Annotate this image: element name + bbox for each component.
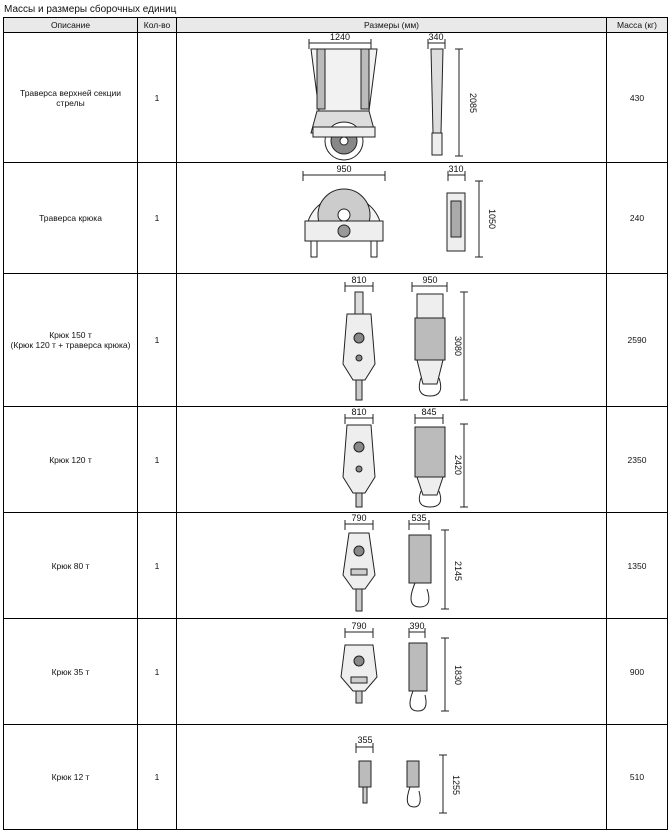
dim-height: 1830: [453, 664, 463, 686]
row-drawing: [177, 163, 607, 274]
dim-depth: 340: [428, 33, 444, 42]
header-description: Описание: [4, 18, 138, 33]
hook-block-12t-drawing: [179, 725, 609, 829]
row-description: Крюк 120 т: [4, 407, 138, 513]
mass-dimensions-table: [3, 17, 668, 830]
dim-height: 1255: [451, 774, 461, 796]
table-row: [4, 725, 668, 830]
row-mass: 240: [607, 163, 668, 274]
table-row: [4, 33, 668, 163]
row-description: Крюк 150 т (Крюк 120 т + траверса крюка): [4, 274, 138, 407]
row-mass: 2350: [607, 407, 668, 513]
dim-height: 3080: [453, 335, 463, 357]
row-drawing: [177, 725, 607, 830]
row-drawing: [177, 274, 607, 407]
row-quantity: 1: [138, 407, 177, 513]
hook-block-35t-drawing: [179, 619, 609, 724]
row-description: Крюк 12 т: [4, 725, 138, 830]
dim-width: 790: [351, 621, 367, 631]
hook-block-150t-drawing: [179, 274, 609, 406]
hook-block-80t-drawing: [179, 513, 609, 618]
dim-depth: 950: [422, 275, 438, 285]
row-description: Траверса крюка: [4, 163, 138, 274]
row-mass: 900: [607, 619, 668, 725]
row-description: Траверса верхней секции стрелы: [4, 33, 138, 163]
row-quantity: 1: [138, 163, 177, 274]
dim-height: 2145: [453, 560, 463, 582]
table-row: [4, 407, 668, 513]
row-mass: 1350: [607, 513, 668, 619]
row-quantity: 1: [138, 33, 177, 163]
row-mass: 430: [607, 33, 668, 163]
row-quantity: 1: [138, 513, 177, 619]
table-header-row: [4, 18, 668, 33]
dim-width: 790: [351, 513, 367, 523]
header-dimensions: Размеры (мм): [177, 18, 607, 33]
row-quantity: 1: [138, 274, 177, 407]
row-quantity: 1: [138, 619, 177, 725]
table-row: [4, 163, 668, 274]
row-drawing: [177, 619, 607, 725]
dim-width: 810: [351, 275, 367, 285]
upper-boom-traverse-drawing: [179, 33, 609, 162]
row-description: Крюк 35 т: [4, 619, 138, 725]
row-drawing: [177, 33, 607, 163]
dim-depth: 845: [421, 407, 437, 417]
dim-width: 355: [357, 735, 373, 745]
dim-width: 950: [336, 164, 352, 174]
row-quantity: 1: [138, 725, 177, 830]
row-description: Крюк 80 т: [4, 513, 138, 619]
header-mass: Масса (кг): [607, 18, 668, 33]
row-mass: 2590: [607, 274, 668, 407]
hook-traverse-drawing: [179, 163, 609, 273]
hook-block-120t-drawing: [179, 407, 609, 512]
dim-width: 1240: [329, 33, 351, 42]
row-drawing: [177, 513, 607, 619]
dim-depth: 390: [409, 621, 425, 631]
dim-depth: 535: [411, 513, 427, 523]
dim-height: 1050: [487, 208, 497, 230]
row-mass: 510: [607, 725, 668, 830]
dim-width: 810: [351, 407, 367, 417]
row-drawing: [177, 407, 607, 513]
header-quantity: Кол-во: [138, 18, 177, 33]
page-title: Массы и размеры сборочных единиц: [4, 4, 177, 15]
table-row: [4, 274, 668, 407]
table-row: [4, 619, 668, 725]
dim-height: 2420: [453, 454, 463, 476]
dim-height: 2085: [468, 92, 478, 114]
dim-depth: 310: [448, 164, 464, 174]
table-row: [4, 513, 668, 619]
